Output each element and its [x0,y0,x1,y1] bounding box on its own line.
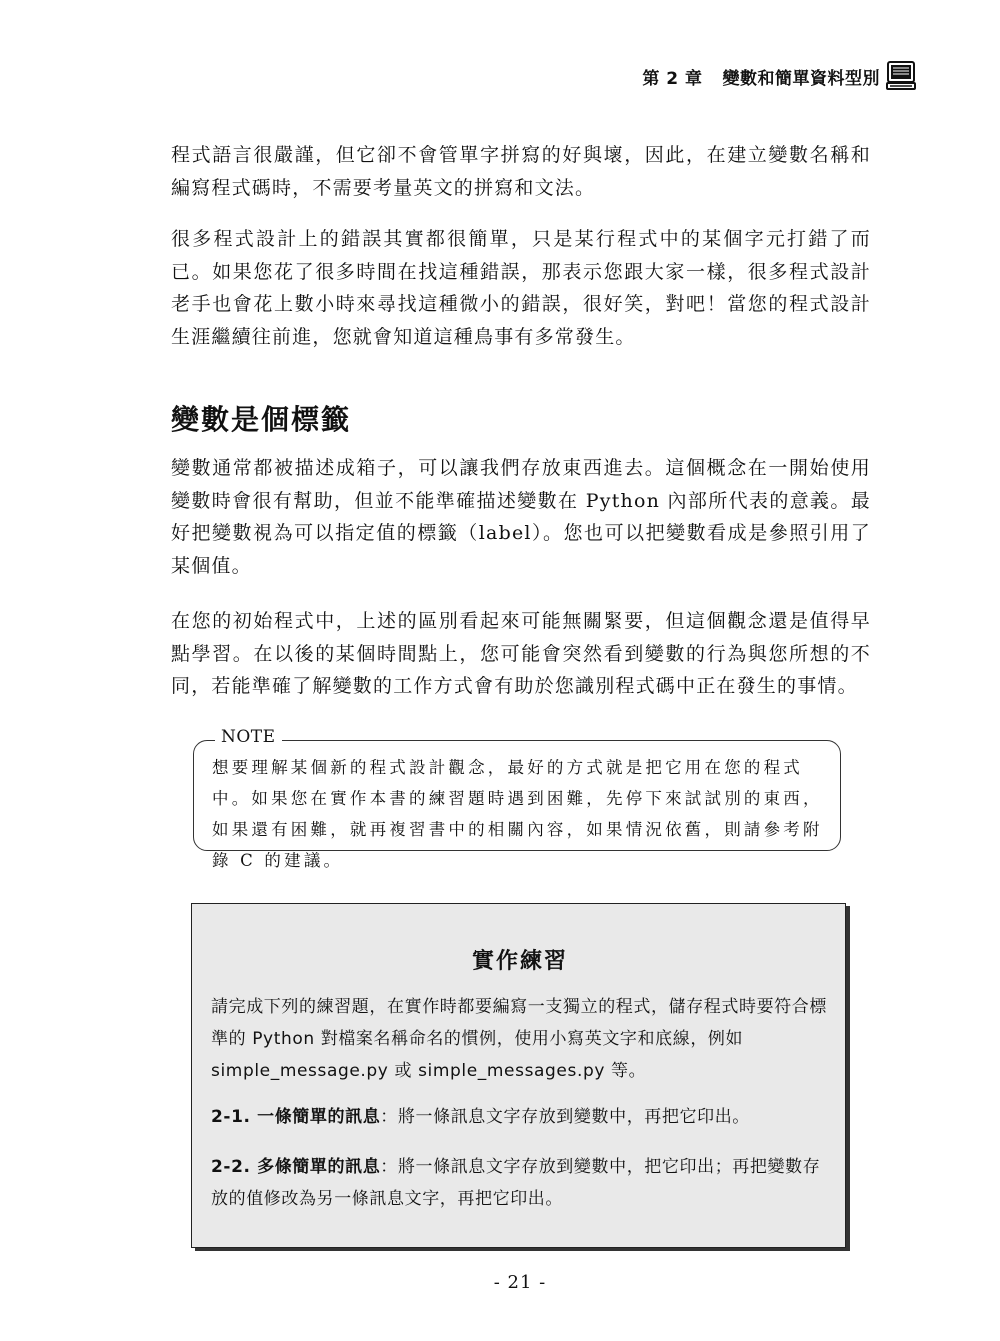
note-text: 想要理解某個新的程式設計觀念，最好的方式就是把它用在您的程式中。如果您在實作本書的練習題時遇到困難，先停下來試試別的東西，如果還有困難，就再複習書中的相關內容，如果情況依舊，則請參考附錄 C 的建議。 [212,758,823,870]
section-paragraph-1: 變數通常都被描述成箱子，可以讓我們存放東西進去。這個概念在一開始使用變數時會很有幫助，但並不能準確描述變數在 Python 內部所代表的意義。最好把變數視為可以指定值的標籤（label）。您也可以把變數看成是參照引用了某個值。 [171,457,871,577]
monitor-icon [886,61,916,91]
exercise-item-text: ：將一條訊息文字存放到變數中，把它印出；再把變數存放的值修改為另一條訊息文字，再把它印出。 [211,1157,821,1209]
exercise-item-label: 2-1. 一條簡單的訊息 [211,1107,381,1127]
exercise-title: 實作練習 [471,949,568,974]
exercise-item [211,1151,835,1215]
chapter-number: 第 2 章 [642,68,703,89]
section-title: 變數是個標籤 [171,403,352,436]
note-label: NOTE [215,727,282,747]
paragraph-2: 很多程式設計上的錯誤其實都很簡單，只是某行程式中的某個字元打錯了而已。如果您花了很多時間在找這種錯誤，那表示您跟大家一樣，很多程式設計老手也會花上數小時來尋找這種微小的錯誤，很好笑，對吧！當您的程式設計生涯繼續往前進，您就會知道這種鳥事有多常發生。 [171,228,871,348]
exercise-item-text: ：將一條訊息文字存放到變數中，再把它印出。 [380,1107,750,1127]
running-header [642,58,916,94]
paragraph-1: 程式語言很嚴謹，但它卻不會管單字拼寫的好與壞，因此，在建立變數名稱和編寫程式碼時，不需要考量英文的拼寫和文法。 [171,144,871,199]
exercise-item-label: 2-2. 多條簡單的訊息 [211,1157,381,1177]
page-number: - 21 - [493,1272,547,1293]
exercise-item [211,1101,835,1133]
exercise-intro: 請完成下列的練習題，在實作時都要編寫一支獨立的程式，儲存程式時要符合標準的 Python 對檔案名稱命名的慣例，使用小寫英文字和底線，例如 simple_message.py 或 simple_messages.py 等。 [211,997,827,1081]
section-paragraph-2: 在您的初始程式中，上述的區別看起來可能無關緊要，但這個觀念還是值得早點學習。在以後的某個時間點上，您可能會突然看到變數的行為與您所想的不同，若能準確了解變數的工作方式會有助於您識別程式碼中正在發生的事情。 [171,610,871,697]
chapter-title: 變數和簡單資料型別 [722,68,880,89]
